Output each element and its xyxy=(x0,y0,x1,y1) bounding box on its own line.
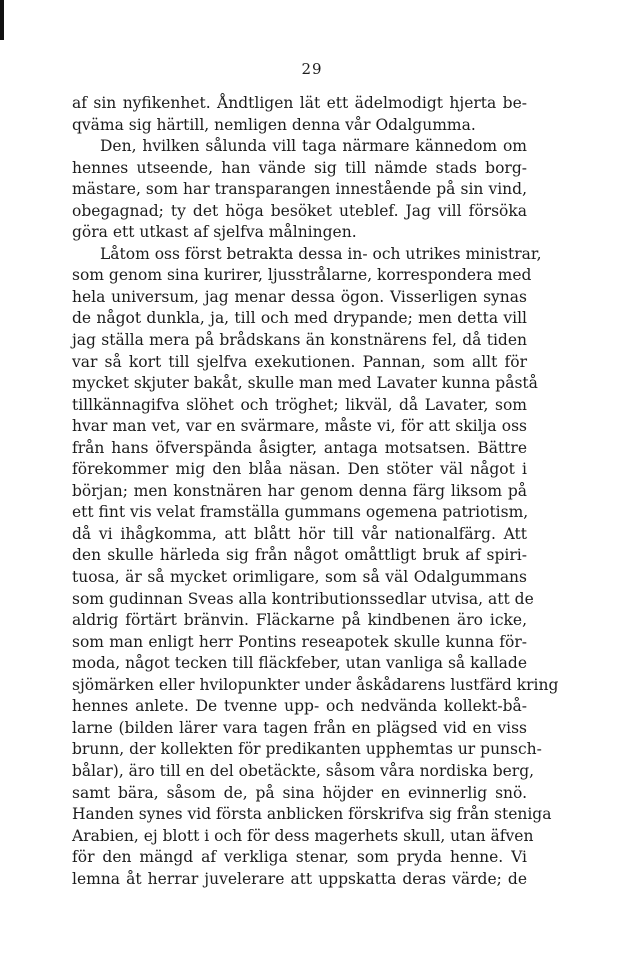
text-line: moda, något tecken till fläckfeber, utan vanliga så kallade xyxy=(72,654,527,673)
text-line: som man enligt herr Pontins reseapotek skulle kunna för- xyxy=(72,632,527,651)
text-line: jag ställa mera på brådskans än konstnärens fel, då tiden xyxy=(72,331,527,350)
page-edge-mark xyxy=(0,0,4,40)
text-line: sjömärken eller hvilopunkter under åskådarens lustfärd kring xyxy=(72,675,559,694)
text-body xyxy=(72,93,559,890)
text-line: Den, hvilken sålunda vill taga närmare kännedom om xyxy=(100,137,527,156)
text-line: som genom sina kurirer, ljusstrålarne, korrespondera med xyxy=(72,266,532,285)
text-line: brunn, der kollekten för predikanten upphemtas ur punsch- xyxy=(72,740,542,759)
text-line: de något dunkla, ja, till och med drypande; men detta vill xyxy=(72,309,527,328)
text-line: tillkännagifva slöhet och tröghet; likväl, då Lavater, som xyxy=(72,395,527,414)
text-line: Handen synes vid första anblicken förskrifva sig från steniga xyxy=(72,805,552,824)
text-line: som gudinnan Sveas alla kontributionssedlar utvisa, att de xyxy=(72,589,534,608)
text-line: qväma sig härtill, nemligen denna vår Odalgumma. xyxy=(72,115,476,134)
text-line: den skulle härleda sig från något omåttligt bruk af spiri- xyxy=(72,546,527,565)
text-line: tuosa, är så mycket orimligare, som så väl Odalgummans xyxy=(72,568,527,587)
text-line: hvar man vet, var en svärmare, måste vi, för att skilja oss xyxy=(72,417,527,436)
text-line: samt bära, såsom de, på sina höjder en evinnerlig snö. xyxy=(72,783,527,802)
text-line: Låtom oss först betrakta dessa in- och utrikes ministrar, xyxy=(100,244,542,263)
text-line: larne (bilden lärer vara tagen från en plägsed vid en viss xyxy=(72,718,527,737)
text-line: början; men konstnären har genom denna färg liksom på xyxy=(72,481,527,500)
text-line: obegagnad; ty det höga besöket uteblef. Jag vill försöka xyxy=(72,201,527,220)
page-number: 29 xyxy=(301,60,323,78)
text-line: göra ett utkast af sjelfva målningen. xyxy=(72,223,357,242)
text-line: hennes utseende, han vände sig till nämde stads borg- xyxy=(72,158,527,177)
text-line: hela universum, jag menar dessa ögon. Visserligen synas xyxy=(72,287,527,306)
text-line: mycket skjuter bakåt, skulle man med Lavater kunna påstå xyxy=(72,374,538,393)
text-line: hennes anlete. De tvenne upp- och nedvända kollekt-bå- xyxy=(72,697,527,716)
text-line: mästare, som har transparangen innestående på sin vind, xyxy=(72,180,527,199)
text-line: Arabien, ej blott i och för dess magerhets skull, utan äfven xyxy=(72,826,534,845)
text-line: var så kort till sjelfva exekutionen. Pannan, som allt för xyxy=(72,352,527,371)
text-line: lemna åt herrar juvelerare att uppskatta deras värde; de xyxy=(72,869,527,888)
text-line: bålar), äro till en del obetäckte, såsom våra nordiska berg, xyxy=(72,761,535,780)
text-line: förekommer mig den blåa näsan. Den stöter väl något i xyxy=(72,460,527,479)
text-line: ett fint vis velat framställa gummans ogemena patriotism, xyxy=(72,503,529,522)
text-line: af sin nyfikenhet. Åndtligen lät ett ädelmodigt hjerta be- xyxy=(72,94,527,112)
text-line: då vi ihågkomma, att blått hör till vår nationalfärg. Att xyxy=(72,524,527,543)
text-line: från hans öfverspända åsigter, antaga motsatsen. Bättre xyxy=(72,438,527,457)
text-line: för den mängd af verkliga stenar, som pryda henne. Vi xyxy=(72,848,527,867)
text-line: aldrig förtärt bränvin. Fläckarne på kindbenen äro icke, xyxy=(72,611,527,630)
